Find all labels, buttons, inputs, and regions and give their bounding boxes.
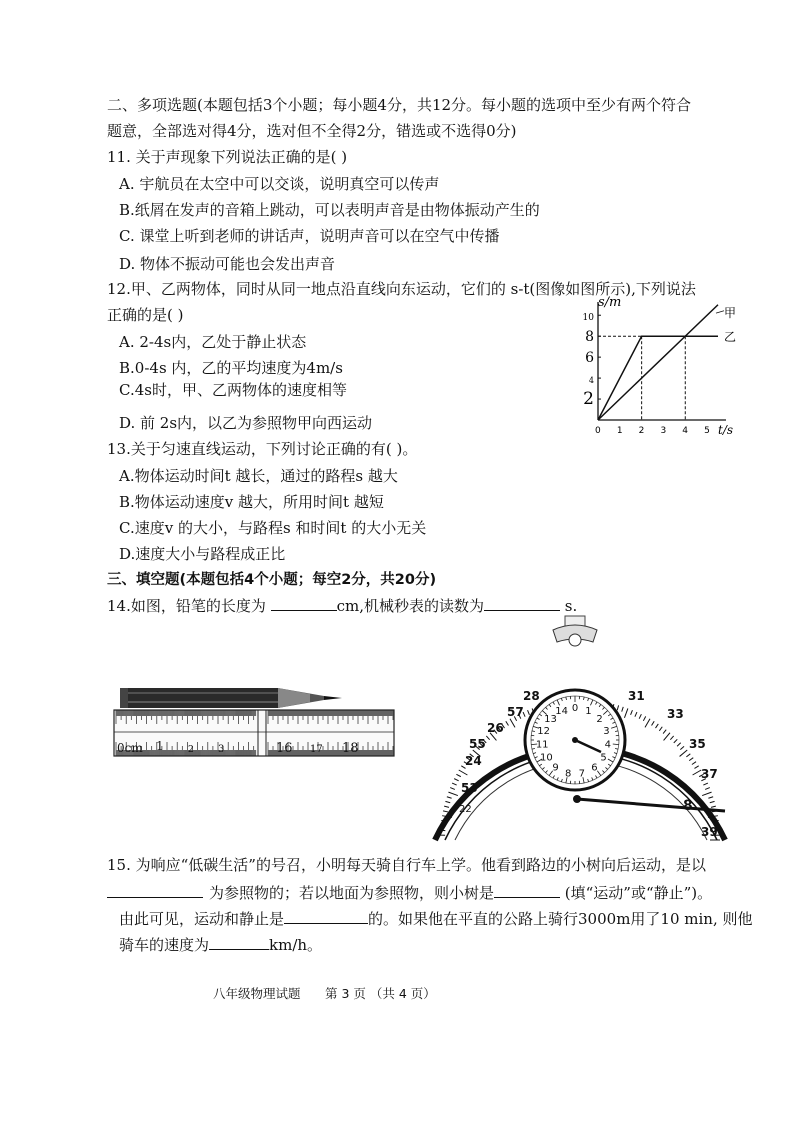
y-tick-label: 2: [583, 389, 594, 410]
outer-tick: [456, 774, 460, 776]
inner-label: 14: [555, 705, 568, 717]
outer-tick: [510, 719, 515, 728]
x-axis-label: t/s: [718, 423, 734, 437]
outer-tick: [711, 806, 716, 807]
outer-label-35: 35: [689, 737, 706, 751]
outer-label-55: 55: [469, 737, 486, 751]
section3-title: 三、填空题(本题包括4个小题；每空2分，共20分): [107, 572, 437, 588]
inner-label: 3: [603, 725, 610, 737]
q13-option-a: A.物体运动时间t 越长，通过的路程s 越大: [119, 467, 398, 485]
outer-tick: [710, 801, 715, 802]
outer-tick: [645, 719, 650, 728]
outer-tick: [694, 766, 698, 769]
x-tick-label: 3: [660, 426, 667, 436]
outer-label-28: 28: [523, 689, 540, 703]
y-tick-label: 4: [588, 376, 594, 386]
outer-tick: [444, 806, 449, 807]
q12-option-b: B.0-4s 内，乙的平均速度为4m/s: [119, 359, 343, 377]
y-tick-label: 10: [582, 313, 594, 324]
outer-label-24: 24: [465, 754, 482, 768]
outer-tick: [692, 762, 696, 765]
inner-label: 12: [537, 725, 550, 737]
outer-tick: [450, 788, 455, 790]
q15-line3-b: 的。如果他在平直的公路上骑行3000m用了10 min, 则他: [368, 910, 753, 928]
x-tick-label: 4: [682, 426, 689, 436]
stopwatch-crown: [553, 616, 597, 646]
outer-tick: [528, 710, 530, 715]
outer-tick: [617, 705, 618, 710]
q15-line3-a: 由此可见，运动和静止是: [119, 910, 285, 928]
ruler-label-18: 18: [342, 741, 359, 756]
series-line-0: [598, 305, 718, 420]
q15-line2: [107, 883, 712, 903]
q13-option-b: B.物体运动速度v 越大，所用时间t 越短: [119, 493, 384, 511]
outer-label-8: 8: [683, 798, 693, 814]
reference-object-blank[interactable]: [107, 883, 203, 898]
outer-label-31: 31: [628, 689, 645, 703]
outer-label-37: 37: [701, 767, 718, 781]
q15-line4-b: km/h。: [269, 936, 323, 954]
outer-tick: [441, 825, 446, 826]
outer-label-33: 33: [667, 707, 684, 721]
outer-tick: [702, 792, 711, 795]
inner-label: 4: [604, 739, 612, 751]
pencil-ruler-figure: [110, 680, 400, 760]
x-tick-label: 5: [704, 426, 710, 436]
inner-label: 11: [535, 739, 549, 751]
ruler-label-1: 1: [156, 739, 164, 753]
q12-option-c: C.4s时，甲、乙两物体的速度相等: [119, 381, 347, 399]
series-label-1: 乙: [724, 330, 737, 345]
q11-option-b: B.纸屑在发声的音箱上跳动，可以表明声音是由物体振动产生的: [119, 201, 540, 219]
pencil-length-blank[interactable]: [271, 596, 337, 611]
x-tick-label: 0: [595, 426, 601, 436]
y-tick-label: 6: [585, 350, 594, 367]
q11-option-c: C. 课堂上听到老师的讲话声，说明声音可以在空气中传播: [119, 227, 500, 245]
section2-title-line2: 题意，全部选对得4分，选对但不全得2分，错选或不选得0分): [107, 122, 517, 140]
q14-text-1: 14.如图，铅笔的长度为: [107, 597, 271, 615]
q14-text-2: cm,机械秒表的读数为: [336, 597, 485, 615]
outer-tick: [674, 739, 677, 743]
outer-label-26: 26: [487, 721, 504, 735]
q11-option-a: A. 宇航员在太空中可以交谈，说明真空可以传声: [119, 175, 440, 193]
inner-label: 2: [596, 713, 603, 725]
q12-stem-line1: 12.甲、乙两物体，同时从同一地点沿直线向东运动，它们的 s-t(图像如图所示),下列说法: [107, 280, 696, 298]
outer-tick: [670, 736, 673, 740]
tree-motion-blank[interactable]: [494, 883, 560, 898]
minute-dial: [525, 690, 625, 790]
outer-tick: [635, 712, 637, 717]
outer-tick: [705, 788, 710, 790]
outer-tick: [459, 770, 468, 775]
outer-tick: [677, 743, 681, 746]
inner-label: 8: [564, 768, 572, 780]
inner-label: 13: [544, 713, 557, 725]
q15-line3: [119, 909, 753, 929]
stopwatch-figure: [425, 612, 745, 842]
section2-title-line1: 二、多项选题(本题包括3个小题；每小题4分，共12分。每小题的选项中至少有两个符合: [107, 96, 692, 114]
q14-text-3: s.: [560, 597, 578, 615]
footer-page: 第 3 页 （共 4 页）: [325, 986, 436, 1001]
outer-label-22: 22: [459, 804, 472, 815]
inner-label: 0: [571, 703, 579, 714]
q11-option-d: D. 物体不振动可能也会发出声音: [119, 255, 336, 273]
y-axis-label: s/m: [598, 295, 622, 310]
outer-tick: [652, 721, 655, 725]
outer-tick: [639, 714, 641, 718]
st-graph: [578, 295, 738, 442]
outer-tick: [703, 783, 708, 785]
outer-tick: [714, 821, 719, 822]
outer-tick: [643, 716, 645, 720]
series-label-leader: [716, 311, 724, 313]
inner-label: 6: [591, 762, 598, 774]
ruler-label-16: 16: [276, 741, 293, 756]
stopwatch-reading-blank[interactable]: [484, 596, 560, 611]
outer-tick: [680, 750, 688, 756]
ruler-label-2: 2: [188, 745, 194, 755]
outer-tick: [624, 708, 627, 717]
inner-label: 10: [540, 752, 553, 764]
series-line-1: [598, 336, 718, 420]
q13-option-c: C.速度v 的大小，与路程s 和时间t 的大小无关: [119, 519, 427, 537]
q15-line2-b: (填“运动”或“静止”)。: [560, 884, 713, 902]
outer-tick: [663, 730, 666, 734]
q13-stem: 13.关于匀速直线运动，下列讨论正确的有( )。: [107, 440, 418, 458]
q15-line4-a: 骑车的速度为: [119, 936, 210, 954]
outer-tick: [680, 746, 684, 749]
outer-tick: [445, 801, 450, 802]
q15-line2-a: 为参照物的；若以地面为参照物，则小树是: [209, 884, 495, 902]
outer-tick: [448, 792, 457, 795]
x-tick-label: 2: [638, 426, 645, 436]
outer-tick: [454, 779, 458, 781]
outer-tick: [708, 797, 713, 799]
outer-tick: [686, 754, 690, 757]
outer-tick: [452, 783, 457, 785]
speed-blank[interactable]: [209, 935, 269, 950]
outer-tick: [441, 821, 446, 822]
q15-line4: [119, 935, 322, 955]
outer-label-53: 53: [461, 781, 478, 795]
inner-label: 9: [552, 762, 559, 774]
outer-tick: [659, 727, 662, 731]
q12-stem-line2: 正确的是( ): [107, 306, 184, 324]
outer-tick: [486, 736, 489, 740]
inner-label: 1: [585, 705, 592, 717]
q13-option-d: D.速度大小与路程成正比: [119, 545, 286, 563]
q12-option-a: A. 2-4s内，乙处于静止状态: [119, 333, 307, 351]
pencil: [120, 688, 342, 708]
ruler-label-3: 3: [218, 744, 225, 755]
series-label-0: 甲: [724, 305, 737, 320]
q15-line1: 15. 为响应“低碳生活”的号召，小明每天骑自行车上学。他看到路边的小树向后运动，是以: [107, 856, 706, 874]
outer-tick: [622, 707, 624, 712]
outer-tick: [443, 811, 448, 812]
outer-tick: [631, 710, 633, 715]
ruler-label-0cm: 0cm: [117, 741, 143, 755]
relativity-blank[interactable]: [284, 909, 368, 924]
ruler-label-17: 17: [310, 744, 323, 755]
outer-tick: [506, 721, 509, 725]
outer-label-39: 39: [701, 825, 718, 839]
outer-tick: [689, 758, 693, 761]
inner-label: 7: [578, 768, 586, 780]
q11-stem: 11. 关于声现象下列说法正确的是( ): [107, 148, 348, 166]
outer-label-57: 57: [507, 705, 524, 719]
footer-subject: 八年级物理试题: [213, 986, 301, 1001]
inner-label: 5: [600, 752, 607, 764]
q12-option-d: D. 前 2s内，以乙为参照物甲向西运动: [119, 414, 373, 432]
outer-tick: [447, 797, 452, 799]
outer-tick: [664, 733, 670, 741]
x-tick-label: 1: [616, 426, 623, 436]
y-tick-label: 8: [585, 329, 594, 346]
outer-tick: [693, 770, 702, 775]
outer-tick: [655, 724, 658, 728]
